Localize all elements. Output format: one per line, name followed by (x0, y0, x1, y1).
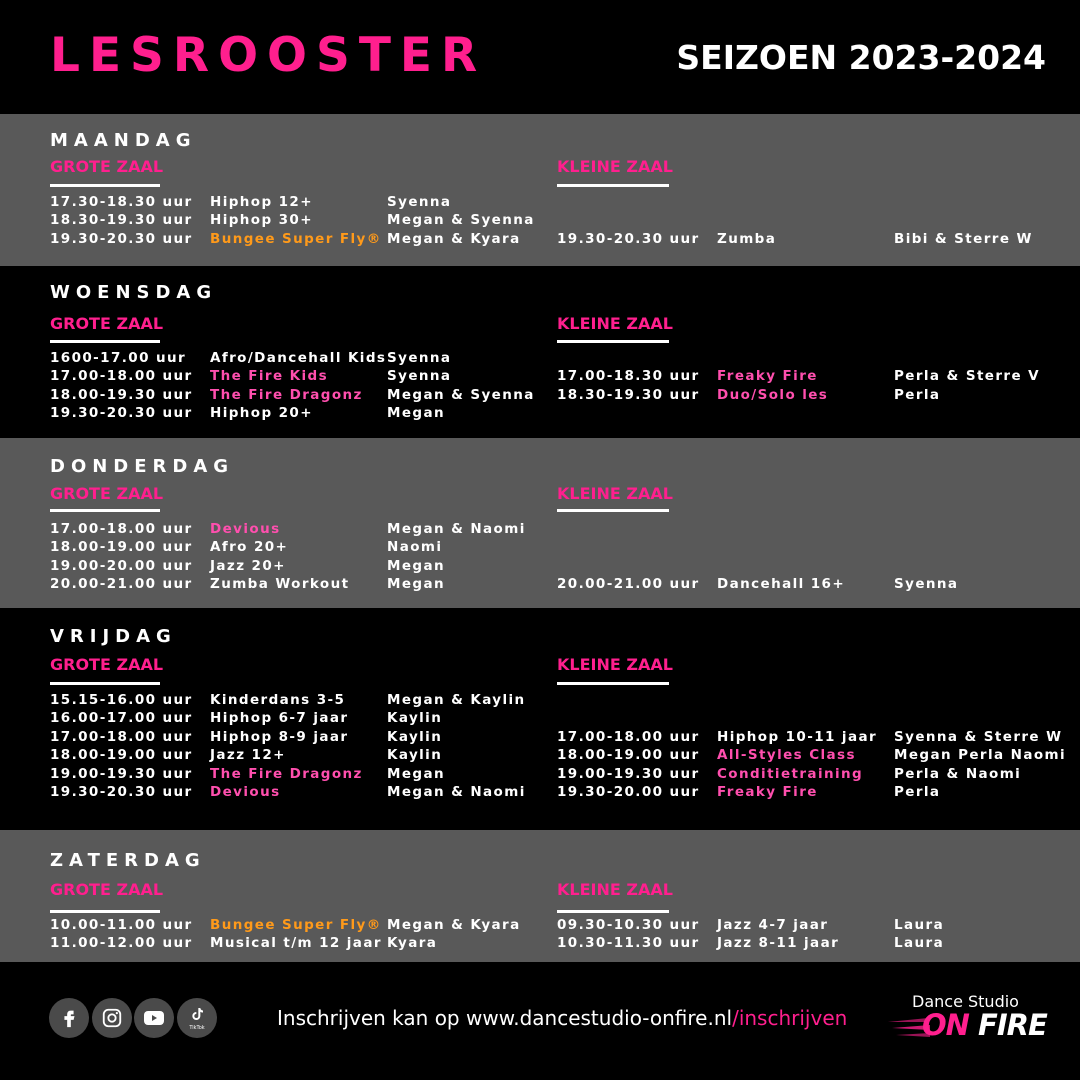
grote-class: Zumba Workout (210, 576, 350, 593)
kleine-zaal-underline (557, 184, 669, 187)
kleine-zaal-label: KLEINE ZAAL (557, 880, 673, 899)
grote-time: 19.30-20.30 uur (50, 784, 193, 800)
grote-class: The Fire Dragonz (210, 386, 363, 403)
grote-class: Jazz 20+ (210, 557, 286, 574)
header (0, 0, 1080, 114)
grote-zaal-underline (50, 340, 160, 343)
grote-time: 18.00-19.00 uur (50, 747, 193, 764)
day-section-vrijdag (0, 608, 1080, 830)
logo-on: ON (922, 1008, 969, 1042)
grote-teacher: Kaylin (387, 728, 443, 745)
kleine-zaal-underline (557, 682, 669, 685)
kleine-teacher: Perla & Naomi (894, 765, 1022, 782)
day-name: ZATERDAG (50, 850, 206, 871)
logo-bottom-text (922, 1008, 1047, 1042)
instagram-link[interactable] (92, 998, 132, 1038)
day-name: WOENSDAG (50, 282, 218, 303)
grote-zaal-underline (50, 509, 160, 512)
grote-zaal-label: GROTE ZAAL (50, 655, 164, 674)
season-label: SEIZOEN 2023-2024 (676, 38, 1046, 77)
grote-teacher: Megan & Syenna (387, 212, 535, 229)
day-section-woensdag (0, 266, 1080, 438)
signup-slug[interactable]: /inschrijven (732, 1006, 848, 1030)
grote-zaal-label: GROTE ZAAL (50, 484, 164, 503)
youtube-icon (142, 1006, 166, 1030)
grote-teacher: Megan & Naomi (387, 784, 526, 800)
grote-teacher: Kaylin (387, 710, 443, 727)
grote-class: Afro 20+ (210, 539, 289, 556)
grote-time: 10.00-11.00 uur (50, 917, 193, 933)
kleine-class: Duo/Solo les (717, 386, 829, 403)
grote-class: Hiphop 6-7 jaar (210, 710, 349, 727)
grote-teacher: Megan (387, 576, 445, 593)
grote-teacher: Naomi (387, 539, 443, 556)
grote-time: 17.30-18.30 uur (50, 194, 193, 210)
grote-teacher: Megan & Syenna (387, 386, 535, 403)
grote-zaal-label: GROTE ZAAL (50, 880, 164, 899)
kleine-time: 19.30-20.00 uur (557, 784, 700, 800)
kleine-zaal-underline (557, 910, 669, 913)
grote-time: 19.30-20.30 uur (50, 230, 193, 247)
tiktok-icon (189, 1005, 205, 1023)
kleine-class: Zumba (717, 230, 777, 247)
kleine-time: 17.00-18.30 uur (557, 368, 700, 385)
grote-teacher: Megan & Kaylin (387, 692, 526, 708)
kleine-teacher: Laura (894, 917, 945, 933)
grote-time: 18.00-19.30 uur (50, 386, 193, 403)
grote-zaal-underline (50, 682, 160, 685)
kleine-class: Hiphop 10-11 jaar (717, 728, 878, 745)
kleine-time: 19.00-19.30 uur (557, 765, 700, 782)
grote-teacher: Megan (387, 405, 445, 422)
kleine-time: 09.30-10.30 uur (557, 917, 700, 933)
kleine-zaal-underline (557, 509, 669, 512)
grote-time: 19.00-19.30 uur (50, 765, 193, 782)
grote-teacher: Syenna (387, 350, 452, 366)
grote-class: The Fire Kids (210, 368, 329, 385)
kleine-class: All-Styles Class (717, 747, 856, 764)
grote-class: Hiphop 12+ (210, 194, 313, 210)
kleine-teacher: Perla (894, 784, 941, 800)
signup-url[interactable]: Inschrijven kan op www.dancestudio-onfire.nl (277, 1006, 733, 1030)
day-name: VRIJDAG (50, 626, 177, 647)
facebook-icon (58, 1007, 80, 1029)
grote-teacher: Megan & Kyara (387, 917, 521, 933)
kleine-zaal-label: KLEINE ZAAL (557, 484, 673, 503)
kleine-zaal-label: KLEINE ZAAL (557, 314, 673, 333)
grote-time: 15.15-16.00 uur (50, 692, 193, 708)
grote-teacher: Syenna (387, 194, 452, 210)
logo-fire: FIRE (978, 1008, 1047, 1042)
facebook-link[interactable] (49, 998, 89, 1038)
grote-class: Jazz 12+ (210, 747, 286, 764)
logo-top-text: Dance Studio (912, 992, 1019, 1011)
grote-time: 17.00-18.00 uur (50, 728, 193, 745)
grote-teacher: Megan (387, 765, 445, 782)
kleine-time: 18.00-19.00 uur (557, 747, 700, 764)
grote-zaal-label: GROTE ZAAL (50, 157, 164, 176)
day-section-donderdag (0, 438, 1080, 608)
grote-time: 18.30-19.30 uur (50, 212, 193, 229)
kleine-teacher: Perla & Sterre V (894, 368, 1040, 385)
grote-class: Hiphop 30+ (210, 212, 313, 229)
grote-class: Devious (210, 784, 281, 800)
grote-time: 17.00-18.00 uur (50, 368, 193, 385)
kleine-time: 20.00-21.00 uur (557, 576, 700, 593)
kleine-time: 17.00-18.00 uur (557, 728, 700, 745)
studio-logo (888, 992, 1048, 1046)
kleine-teacher: Syenna (894, 576, 959, 593)
grote-class: Hiphop 8-9 jaar (210, 728, 349, 745)
kleine-teacher: Bibi & Sterre W (894, 230, 1033, 247)
grote-class: Kinderdans 3-5 (210, 692, 346, 708)
grote-time: 17.00-18.00 uur (50, 521, 193, 537)
grote-class: Afro/Dancehall Kids (210, 350, 387, 366)
kleine-class: Jazz 8-11 jaar (717, 935, 840, 952)
grote-teacher: Megan & Naomi (387, 521, 526, 537)
instagram-icon (101, 1007, 123, 1029)
signup-text (277, 1006, 847, 1030)
grote-class: Hiphop 20+ (210, 405, 313, 422)
grote-class: Bungee Super Fly® (210, 230, 382, 247)
kleine-class: Jazz 4-7 jaar (717, 917, 829, 933)
day-name: DONDERDAG (50, 456, 235, 477)
grote-class: Bungee Super Fly® (210, 917, 382, 933)
kleine-time: 10.30-11.30 uur (557, 935, 700, 952)
kleine-class: Freaky Fire (717, 368, 818, 385)
grote-time: 11.00-12.00 uur (50, 935, 193, 952)
grote-zaal-underline (50, 184, 160, 187)
kleine-zaal-label: KLEINE ZAAL (557, 157, 673, 176)
page-title: LESROOSTER (50, 28, 487, 83)
kleine-class: Conditietraining (717, 765, 864, 782)
grote-time: 16.00-17.00 uur (50, 710, 193, 727)
tiktok-link[interactable] (177, 998, 217, 1038)
kleine-class: Dancehall 16+ (717, 576, 846, 593)
grote-zaal-label: GROTE ZAAL (50, 314, 164, 333)
grote-class: Musical t/m 12 jaar (210, 935, 382, 952)
grote-teacher: Megan (387, 557, 445, 574)
day-section-maandag (0, 114, 1080, 266)
grote-time: 20.00-21.00 uur (50, 576, 193, 593)
kleine-class: Freaky Fire (717, 784, 818, 800)
grote-time: 19.30-20.30 uur (50, 405, 193, 422)
kleine-teacher: Perla (894, 386, 941, 403)
grote-class: Devious (210, 521, 281, 537)
grote-time: 18.00-19.00 uur (50, 539, 193, 556)
grote-time: 19.00-20.00 uur (50, 557, 193, 574)
kleine-time: 18.30-19.30 uur (557, 386, 700, 403)
kleine-teacher: Megan Perla Naomi (894, 747, 1066, 764)
kleine-teacher: Laura (894, 935, 945, 952)
kleine-time: 19.30-20.30 uur (557, 230, 700, 247)
day-name: MAANDAG (50, 130, 197, 151)
tiktok-label: TikTok (189, 1025, 205, 1031)
grote-teacher: Kaylin (387, 747, 443, 764)
grote-class: The Fire Dragonz (210, 765, 363, 782)
grote-teacher: Megan & Kyara (387, 230, 521, 247)
kleine-zaal-underline (557, 340, 669, 343)
grote-teacher: Syenna (387, 368, 452, 385)
kleine-teacher: Syenna & Sterre W (894, 728, 1063, 745)
youtube-link[interactable] (134, 998, 174, 1038)
day-section-zaterdag (0, 830, 1080, 962)
kleine-zaal-label: KLEINE ZAAL (557, 655, 673, 674)
grote-zaal-underline (50, 910, 160, 913)
grote-time: 1600-17.00 uur (50, 350, 187, 366)
grote-teacher: Kyara (387, 935, 438, 952)
